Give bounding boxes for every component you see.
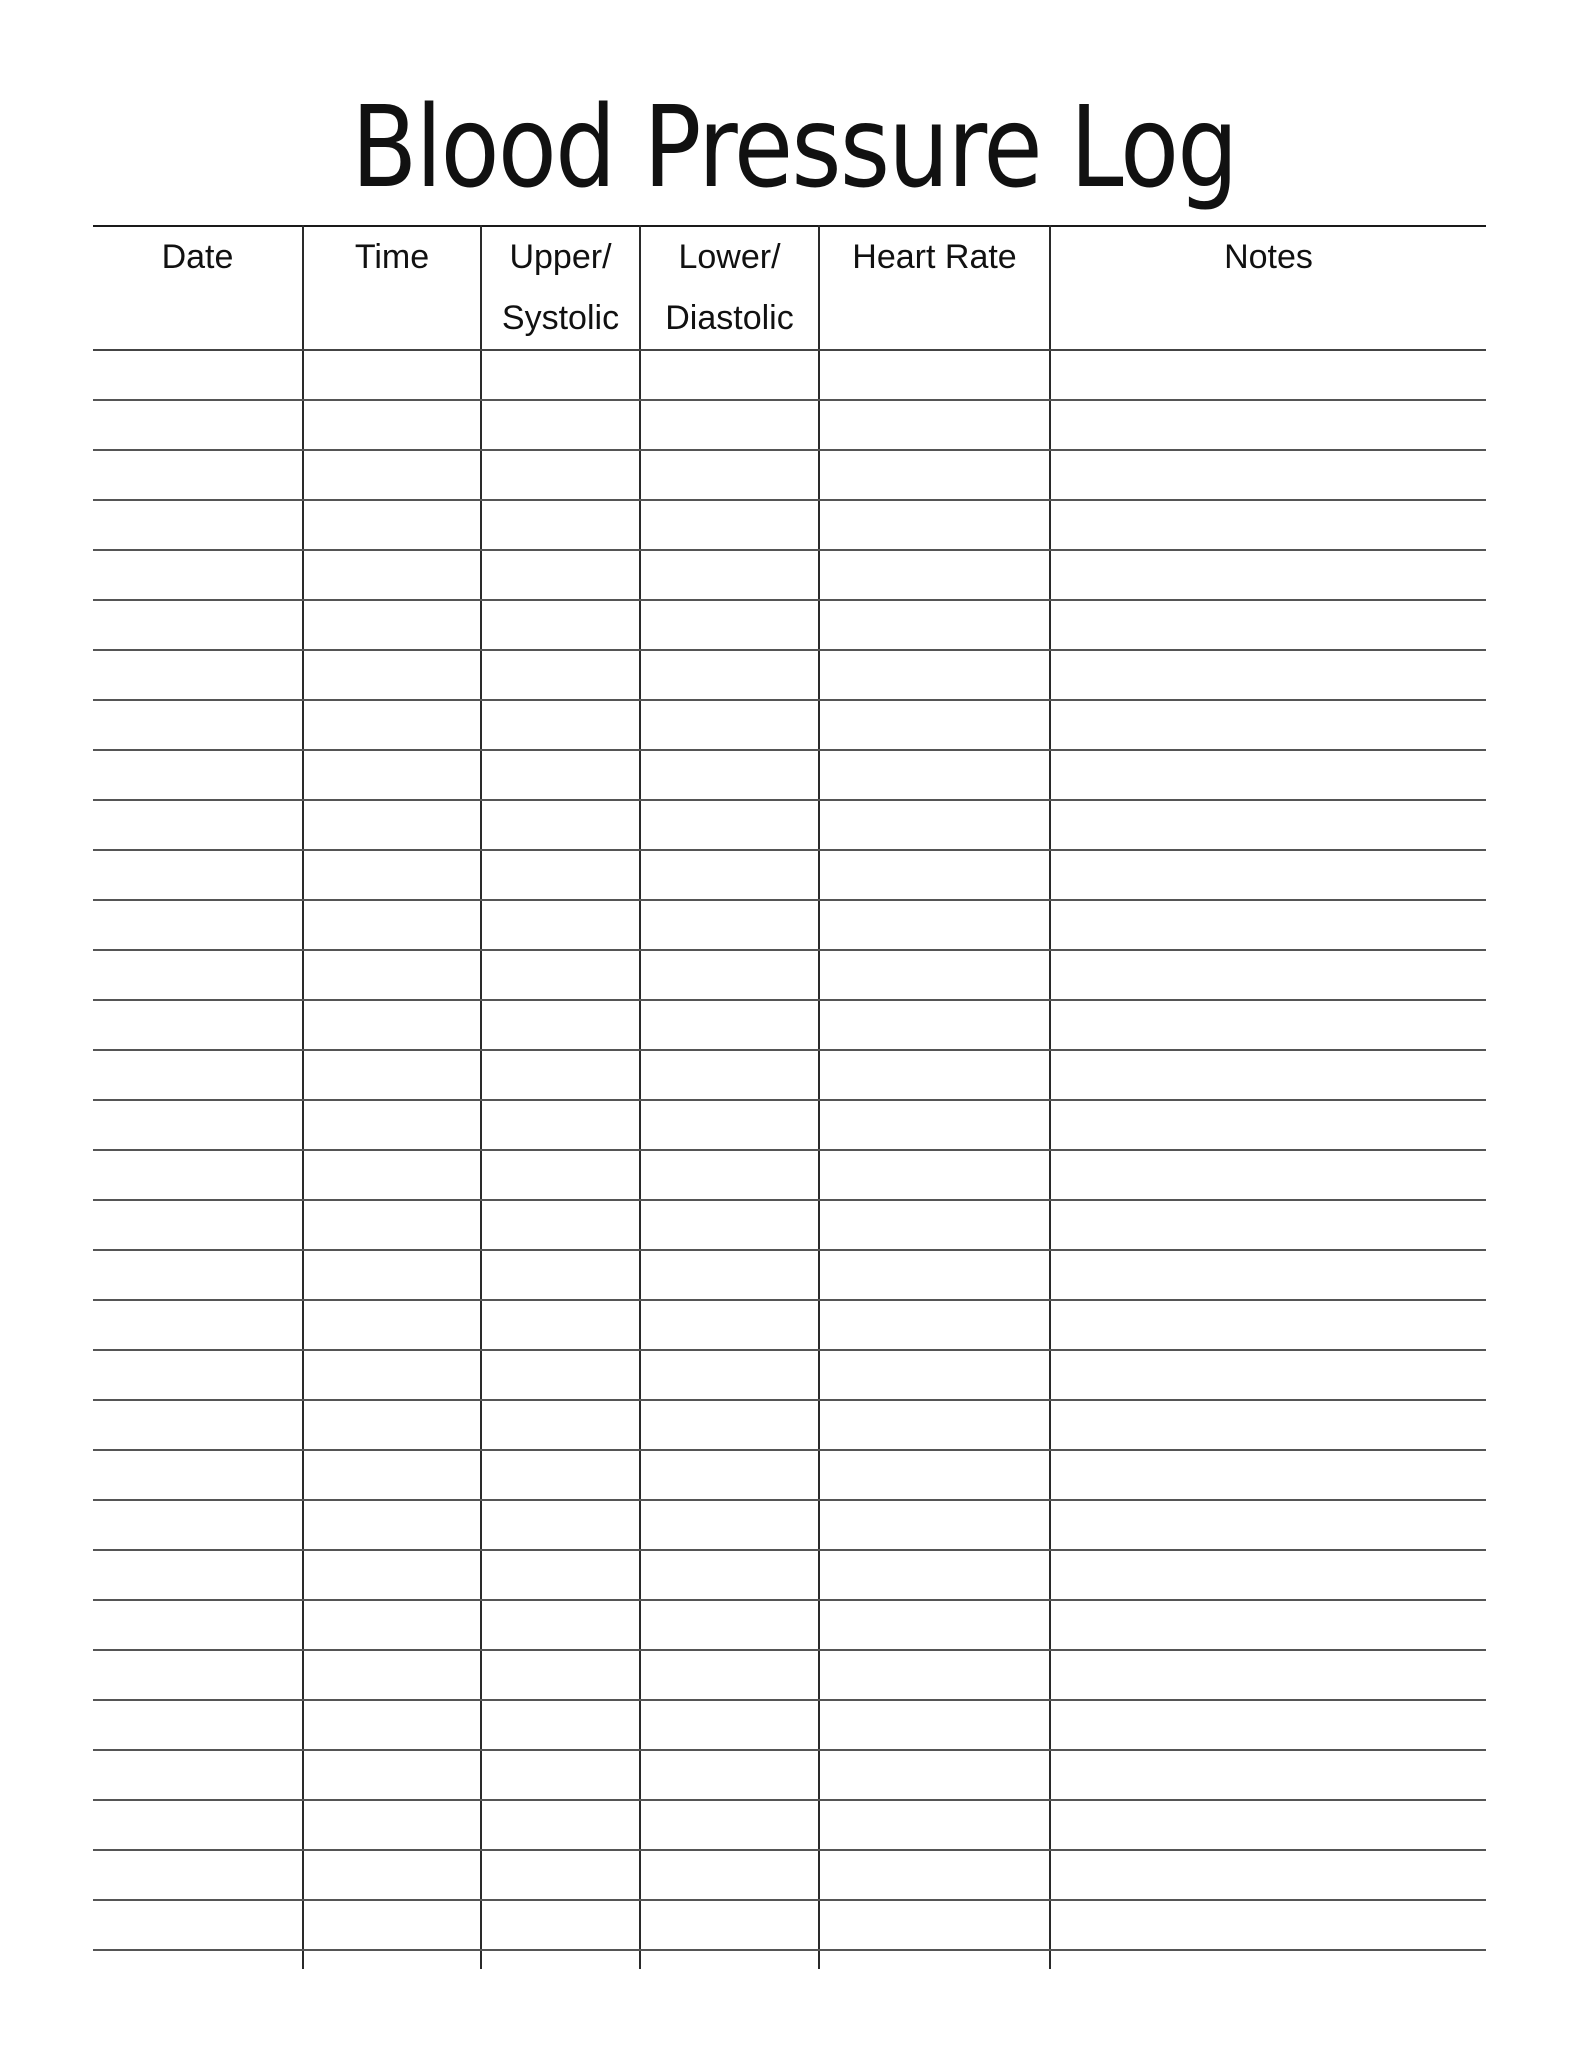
log-cell-notes[interactable]	[1050, 650, 1486, 700]
column-header-lower-label: Lower/	[678, 238, 781, 276]
tail-cell-lower	[640, 1950, 819, 1969]
log-row	[93, 350, 1486, 400]
log-cell-time[interactable]	[303, 1000, 481, 1050]
log-cell-date[interactable]	[93, 650, 303, 700]
log-row	[93, 650, 1486, 700]
log-cell-upper[interactable]	[481, 1600, 640, 1650]
log-cell-lower[interactable]	[640, 1650, 819, 1700]
log-cell-time[interactable]	[303, 1650, 481, 1700]
log-cell-heart-rate[interactable]	[819, 900, 1050, 950]
log-cell-notes[interactable]	[1050, 900, 1486, 950]
log-cell-time[interactable]	[303, 700, 481, 750]
log-cell-notes[interactable]	[1050, 1000, 1486, 1050]
log-cell-notes[interactable]	[1050, 550, 1486, 600]
log-cell-lower[interactable]	[640, 1450, 819, 1500]
log-cell-notes[interactable]	[1050, 800, 1486, 850]
log-cell-lower[interactable]	[640, 1050, 819, 1100]
log-cell-lower[interactable]	[640, 1100, 819, 1150]
log-cell-date[interactable]	[93, 1900, 303, 1950]
log-cell-heart-rate[interactable]	[819, 1450, 1050, 1500]
log-cell-upper[interactable]	[481, 1800, 640, 1850]
column-header-upper-systolic	[481, 226, 640, 350]
log-cell-upper[interactable]	[481, 1900, 640, 1950]
log-cell-date[interactable]	[93, 1400, 303, 1450]
tail-cell-upper	[481, 1950, 640, 1969]
log-cell-date[interactable]	[93, 1050, 303, 1100]
log-cell-heart-rate[interactable]	[819, 1650, 1050, 1700]
log-cell-upper[interactable]	[481, 1450, 640, 1500]
log-row	[93, 1250, 1486, 1300]
log-row	[93, 1750, 1486, 1800]
log-cell-notes[interactable]	[1050, 1800, 1486, 1850]
log-cell-date[interactable]	[93, 1150, 303, 1200]
log-cell-date[interactable]	[93, 1250, 303, 1300]
log-cell-notes[interactable]	[1050, 1050, 1486, 1100]
log-row	[93, 1100, 1486, 1150]
log-cell-notes[interactable]	[1050, 1900, 1486, 1950]
log-cell-time[interactable]	[303, 900, 481, 950]
log-row	[93, 900, 1486, 950]
log-cell-notes[interactable]	[1050, 1500, 1486, 1550]
log-cell-lower[interactable]	[640, 1550, 819, 1600]
log-cell-upper[interactable]	[481, 350, 640, 400]
column-header-upper-label: Upper/	[509, 238, 612, 276]
log-cell-lower[interactable]	[640, 1300, 819, 1350]
log-cell-date[interactable]	[93, 1850, 303, 1900]
log-cell-time[interactable]	[303, 1200, 481, 1250]
log-row	[93, 1700, 1486, 1750]
log-row	[93, 1050, 1486, 1100]
column-header-heart-rate-label: Heart Rate	[852, 238, 1017, 276]
table-tail	[93, 1950, 1486, 1969]
log-cell-upper[interactable]	[481, 600, 640, 650]
blood-pressure-log-table	[93, 225, 1486, 1969]
log-cell-heart-rate[interactable]	[819, 1150, 1050, 1200]
log-cell-notes[interactable]	[1050, 1650, 1486, 1700]
log-cell-notes[interactable]	[1050, 1300, 1486, 1350]
log-cell-date[interactable]	[93, 1750, 303, 1800]
log-row	[93, 700, 1486, 750]
log-cell-notes[interactable]	[1050, 1850, 1486, 1900]
log-cell-time[interactable]	[303, 1300, 481, 1350]
log-cell-lower[interactable]	[640, 950, 819, 1000]
log-cell-time[interactable]	[303, 850, 481, 900]
log-cell-lower[interactable]	[640, 1150, 819, 1200]
log-cell-time[interactable]	[303, 400, 481, 450]
log-cell-time[interactable]	[303, 1500, 481, 1550]
log-cell-heart-rate[interactable]	[819, 1600, 1050, 1650]
log-cell-notes[interactable]	[1050, 700, 1486, 750]
log-cell-heart-rate[interactable]	[819, 1750, 1050, 1800]
log-row	[93, 1500, 1486, 1550]
log-cell-upper[interactable]	[481, 1750, 640, 1800]
log-cell-time[interactable]	[303, 1600, 481, 1650]
log-cell-notes[interactable]	[1050, 1150, 1486, 1200]
log-row	[93, 600, 1486, 650]
tail-cell-time	[303, 1950, 481, 1969]
log-cell-date[interactable]	[93, 500, 303, 550]
tail-cell-notes	[1050, 1950, 1486, 1969]
log-cell-upper[interactable]	[481, 1100, 640, 1150]
log-row	[93, 1350, 1486, 1400]
log-cell-lower[interactable]	[640, 1000, 819, 1050]
page-title: Blood Pressure Log	[351, 83, 1237, 213]
log-cell-lower[interactable]	[640, 1350, 819, 1400]
log-cell-upper[interactable]	[481, 950, 640, 1000]
log-cell-heart-rate[interactable]	[819, 750, 1050, 800]
log-cell-notes[interactable]	[1050, 350, 1486, 400]
log-cell-date[interactable]	[93, 1800, 303, 1850]
log-cell-lower[interactable]	[640, 900, 819, 950]
column-header-notes	[1050, 226, 1486, 350]
log-cell-notes[interactable]	[1050, 450, 1486, 500]
log-row	[93, 850, 1486, 900]
log-cell-date[interactable]	[93, 850, 303, 900]
log-cell-lower[interactable]	[640, 1900, 819, 1950]
log-cell-time[interactable]	[303, 1150, 481, 1200]
log-cell-upper[interactable]	[481, 1650, 640, 1700]
log-cell-date[interactable]	[93, 1700, 303, 1750]
log-row	[93, 750, 1486, 800]
log-cell-time[interactable]	[303, 950, 481, 1000]
log-cell-upper[interactable]	[481, 1150, 640, 1200]
log-body	[93, 350, 1486, 1969]
log-cell-upper[interactable]	[481, 800, 640, 850]
log-cell-heart-rate[interactable]	[819, 850, 1050, 900]
column-header-date-label: Date	[161, 238, 234, 276]
log-cell-time[interactable]	[303, 350, 481, 400]
log-row	[93, 1150, 1486, 1200]
log-cell-heart-rate[interactable]	[819, 400, 1050, 450]
log-cell-time[interactable]	[303, 500, 481, 550]
log-cell-date[interactable]	[93, 1350, 303, 1400]
log-cell-date[interactable]	[93, 900, 303, 950]
column-header-date	[93, 226, 303, 350]
log-cell-date[interactable]	[93, 1650, 303, 1700]
column-header-systolic-label: Systolic	[501, 299, 620, 337]
log-cell-date[interactable]	[93, 550, 303, 600]
log-cell-upper[interactable]	[481, 1050, 640, 1100]
log-cell-heart-rate[interactable]	[819, 350, 1050, 400]
log-cell-time[interactable]	[303, 1850, 481, 1900]
log-cell-heart-rate[interactable]	[819, 1400, 1050, 1450]
header-row	[93, 226, 1486, 350]
log-cell-lower[interactable]	[640, 600, 819, 650]
log-cell-date[interactable]	[93, 1600, 303, 1650]
log-cell-notes[interactable]	[1050, 1100, 1486, 1150]
log-cell-upper[interactable]	[481, 1850, 640, 1900]
log-cell-date[interactable]	[93, 1000, 303, 1050]
log-cell-heart-rate[interactable]	[819, 600, 1050, 650]
log-row	[93, 1900, 1486, 1950]
log-cell-notes[interactable]	[1050, 1250, 1486, 1300]
log-cell-upper[interactable]	[481, 500, 640, 550]
log-cell-time[interactable]	[303, 1750, 481, 1800]
log-cell-heart-rate[interactable]	[819, 1500, 1050, 1550]
log-cell-lower[interactable]	[640, 1800, 819, 1850]
log-cell-notes[interactable]	[1050, 1600, 1486, 1650]
log-cell-lower[interactable]	[640, 1250, 819, 1300]
log-cell-heart-rate[interactable]	[819, 1000, 1050, 1050]
column-header-time	[303, 226, 481, 350]
log-cell-date[interactable]	[93, 1450, 303, 1500]
log-cell-lower[interactable]	[640, 1200, 819, 1250]
log-row	[93, 800, 1486, 850]
log-cell-lower[interactable]	[640, 1750, 819, 1800]
log-cell-date[interactable]	[93, 400, 303, 450]
log-cell-time[interactable]	[303, 1450, 481, 1500]
log-cell-lower[interactable]	[640, 750, 819, 800]
log-cell-heart-rate[interactable]	[819, 1850, 1050, 1900]
log-cell-lower[interactable]	[640, 1500, 819, 1550]
tail-cell-heart-rate	[819, 1950, 1050, 1969]
log-row	[93, 550, 1486, 600]
log-cell-lower[interactable]	[640, 1850, 819, 1900]
log-cell-notes[interactable]	[1050, 750, 1486, 800]
log-row	[93, 1850, 1486, 1900]
log-cell-notes[interactable]	[1050, 1450, 1486, 1500]
log-cell-lower[interactable]	[640, 1400, 819, 1450]
log-cell-time[interactable]	[303, 600, 481, 650]
log-cell-time[interactable]	[303, 750, 481, 800]
log-cell-upper[interactable]	[481, 1000, 640, 1050]
log-cell-date[interactable]	[93, 800, 303, 850]
log-cell-lower[interactable]	[640, 1700, 819, 1750]
log-cell-lower[interactable]	[640, 400, 819, 450]
column-header-heart-rate	[819, 226, 1050, 350]
column-header-notes-label: Notes	[1224, 238, 1313, 276]
column-header-lower-diastolic	[640, 226, 819, 350]
log-row	[93, 1300, 1486, 1350]
log-cell-time[interactable]	[303, 550, 481, 600]
log-row	[93, 950, 1486, 1000]
log-cell-upper[interactable]	[481, 1700, 640, 1750]
log-cell-heart-rate[interactable]	[819, 1550, 1050, 1600]
log-cell-heart-rate[interactable]	[819, 800, 1050, 850]
log-cell-notes[interactable]	[1050, 500, 1486, 550]
log-row	[93, 1800, 1486, 1850]
log-cell-lower[interactable]	[640, 700, 819, 750]
log-cell-heart-rate[interactable]	[819, 1100, 1050, 1150]
log-cell-upper[interactable]	[481, 1500, 640, 1550]
log-cell-time[interactable]	[303, 1350, 481, 1400]
log-cell-upper[interactable]	[481, 1400, 640, 1450]
log-cell-upper[interactable]	[481, 1300, 640, 1350]
log-row	[93, 1000, 1486, 1050]
log-cell-notes[interactable]	[1050, 1400, 1486, 1450]
log-cell-date[interactable]	[93, 350, 303, 400]
log-cell-heart-rate[interactable]	[819, 1300, 1050, 1350]
log-cell-notes[interactable]	[1050, 600, 1486, 650]
log-cell-upper[interactable]	[481, 1200, 640, 1250]
log-cell-lower[interactable]	[640, 650, 819, 700]
log-cell-notes[interactable]	[1050, 950, 1486, 1000]
log-cell-time[interactable]	[303, 1100, 481, 1150]
log-row	[93, 1400, 1486, 1450]
log-cell-time[interactable]	[303, 1700, 481, 1750]
log-cell-date[interactable]	[93, 1100, 303, 1150]
log-row	[93, 1450, 1486, 1500]
log-cell-heart-rate[interactable]	[819, 1350, 1050, 1400]
log-cell-notes[interactable]	[1050, 1350, 1486, 1400]
log-cell-upper[interactable]	[481, 550, 640, 600]
log-row	[93, 500, 1486, 550]
log-cell-date[interactable]	[93, 1300, 303, 1350]
log-cell-upper[interactable]	[481, 750, 640, 800]
log-cell-upper[interactable]	[481, 900, 640, 950]
log-cell-lower[interactable]	[640, 500, 819, 550]
log-cell-date[interactable]	[93, 1200, 303, 1250]
log-cell-upper[interactable]	[481, 650, 640, 700]
log-cell-date[interactable]	[93, 750, 303, 800]
log-cell-time[interactable]	[303, 800, 481, 850]
log-cell-time[interactable]	[303, 1050, 481, 1100]
log-row	[93, 1650, 1486, 1700]
log-row	[93, 1550, 1486, 1600]
log-cell-notes[interactable]	[1050, 400, 1486, 450]
log-cell-lower[interactable]	[640, 1600, 819, 1650]
log-cell-time[interactable]	[303, 650, 481, 700]
tail-cell-date	[93, 1950, 303, 1969]
log-cell-lower[interactable]	[640, 800, 819, 850]
log-cell-heart-rate[interactable]	[819, 1200, 1050, 1250]
log-cell-lower[interactable]	[640, 850, 819, 900]
log-cell-time[interactable]	[303, 1400, 481, 1450]
log-cell-upper[interactable]	[481, 400, 640, 450]
log-cell-heart-rate[interactable]	[819, 650, 1050, 700]
log-cell-heart-rate[interactable]	[819, 1050, 1050, 1100]
log-cell-date[interactable]	[93, 700, 303, 750]
log-cell-upper[interactable]	[481, 1350, 640, 1400]
log-cell-heart-rate[interactable]	[819, 700, 1050, 750]
log-cell-upper[interactable]	[481, 850, 640, 900]
log-row	[93, 1600, 1486, 1650]
log-row	[93, 450, 1486, 500]
column-header-time-label: Time	[354, 238, 430, 276]
log-row	[93, 1200, 1486, 1250]
log-cell-date[interactable]	[93, 450, 303, 500]
log-cell-heart-rate[interactable]	[819, 1900, 1050, 1950]
log-cell-time[interactable]	[303, 1550, 481, 1600]
log-cell-heart-rate[interactable]	[819, 550, 1050, 600]
log-cell-lower[interactable]	[640, 550, 819, 600]
log-cell-date[interactable]	[93, 600, 303, 650]
log-cell-heart-rate[interactable]	[819, 1700, 1050, 1750]
log-row	[93, 400, 1486, 450]
log-cell-notes[interactable]	[1050, 1700, 1486, 1750]
log-cell-date[interactable]	[93, 950, 303, 1000]
log-cell-heart-rate[interactable]	[819, 450, 1050, 500]
log-cell-time[interactable]	[303, 1250, 481, 1300]
log-cell-upper[interactable]	[481, 1250, 640, 1300]
log-cell-heart-rate[interactable]	[819, 1800, 1050, 1850]
log-cell-heart-rate[interactable]	[819, 950, 1050, 1000]
log-cell-upper[interactable]	[481, 450, 640, 500]
log-cell-heart-rate[interactable]	[819, 1250, 1050, 1300]
log-cell-notes[interactable]	[1050, 850, 1486, 900]
log-cell-notes[interactable]	[1050, 1750, 1486, 1800]
log-cell-time[interactable]	[303, 1800, 481, 1850]
log-cell-date[interactable]	[93, 1550, 303, 1600]
log-cell-upper[interactable]	[481, 700, 640, 750]
log-cell-time[interactable]	[303, 450, 481, 500]
log-cell-notes[interactable]	[1050, 1200, 1486, 1250]
log-cell-date[interactable]	[93, 1500, 303, 1550]
column-header-diastolic-label: Diastolic	[665, 299, 794, 337]
log-cell-heart-rate[interactable]	[819, 500, 1050, 550]
log-cell-notes[interactable]	[1050, 1550, 1486, 1600]
log-cell-time[interactable]	[303, 1900, 481, 1950]
log-cell-lower[interactable]	[640, 450, 819, 500]
log-cell-lower[interactable]	[640, 350, 819, 400]
log-cell-upper[interactable]	[481, 1550, 640, 1600]
